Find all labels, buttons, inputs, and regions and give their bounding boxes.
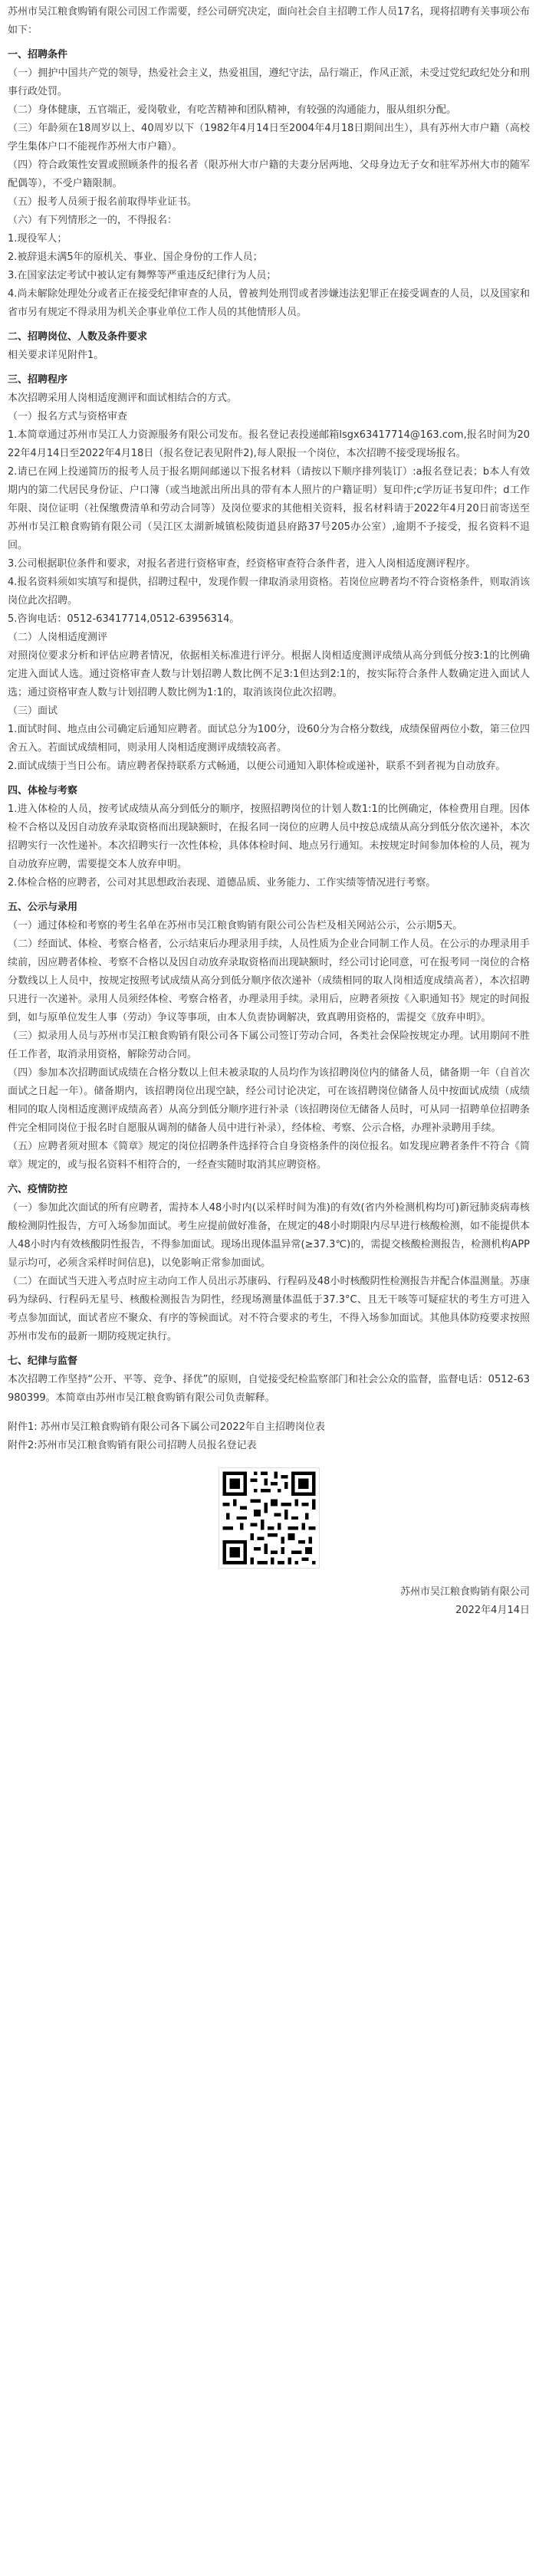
s1-paragraph: （六）有下列情形之一的，不得报名： bbox=[8, 215, 178, 226]
signature-date: 2022年4月14日 bbox=[455, 1605, 530, 1616]
s7-paragraph: 本次招聘工作坚持“公开、平等、竞争、择优”的原则，自觉接受纪检监察部门和社会公众的监督，监督电话：0512-63980399。本简章由苏州市吴江粮食购销有限公司负责解释。 bbox=[8, 1374, 530, 1404]
section-6-title: 六、疫情防控 bbox=[8, 1184, 68, 1195]
attachments bbox=[8, 1418, 530, 1455]
s3-paragraph: 5.咨询电话：0512-63417714,0512-63956314。 bbox=[8, 613, 240, 625]
section-1-title: 一、招聘条件 bbox=[8, 49, 68, 61]
s4-paragraph: 1.进入体检的人员，按考试成绩从高分到低分的顺序，按照招聘岗位的计划人数1:1的比例确定，体检费用自理。因体检不合格以及因自动放弃录取资格而出现缺额时，在报名同一岗位的应聘人员中按总成绩从高分到低分依次递补，本次招聘实行一次性递补。本次招聘实行一次性体检，具体体检时间、地点另行通知。未按规定时间参加体检的人员，视为自动放弃应聘，需要提交本人放弃申明。 bbox=[8, 803, 530, 870]
section-5-title: 五、公示与录用 bbox=[8, 902, 78, 913]
s1-paragraph: （一）拥护中国共产党的领导，热爱社会主义，热爱祖国，遵纪守法，品行端正，作风正派，未受过党纪政纪处分和刑事行政处罚。 bbox=[8, 67, 530, 97]
s6-paragraph: （一）参加此次面试的所有应聘者，需持本人48小时内(以采样时间为准)的有效(省内外检测机构均可)新冠肺炎病毒核酸检测阴性报告，方可入场参加面试。考生应提前做好准备，在规定的48小时期限内尽早进行核酸检测，如不能提供本人48小时内有效核酸阴性报告，不得参加面试。现场出现体温异常(≥37.3℃)的，需提交核酸检测报告，检测机构APP显示均可，必须含采样时间信息)，以免影响正常参加面试。 bbox=[8, 1202, 530, 1269]
s3-paragraph: 1.本简章通过苏州市吴江人力资源服务有限公司发布。报名登记表投递邮箱lsgx63417714@163.com,报名时间为2022年4月14日至2022年4月18日（报名登记表见附件2),每人限报一个岗位，本次招聘不接受现场报名。 bbox=[8, 429, 530, 459]
s4-paragraph: 2.体检合格的应聘者，公司对其思想政治表现、道德品质、业务能力、工作实绩等情况进行考察。 bbox=[8, 877, 436, 889]
s3-paragraph: 本次招聘采用人岗相适度测评和面试相结合的方式。 bbox=[8, 393, 238, 404]
s5-paragraph: （二）经面试、体检、考察合格者，公示结束后办理录用手续，人员性质为企业合同制工作人员。在公示的办理录用手续前，因应聘者体检、考察不合格以及因自动放弃录取资格而出现缺额时，经公司讨论同意，可在报考同一岗位的合格分数线以上人员中，按规定按照考试成绩从高分到低分顺序依次递补（成绩相同的取人岗相适度成绩高者），本次招聘只进行一次递补。录用人员须经体检、考察合格者，办理录用手续。录用后，应聘者须按《入职通知书》规定的时间报到，如与原单位发生人事（劳动）争议等事项，由本人负责协调解决，致真聘用资格的，需提交《放弃申明》。 bbox=[8, 938, 530, 1024]
s3-subheading: （一）报名方式与资格审查 bbox=[8, 411, 128, 422]
signature-org: 苏州市吴江粮食购销有限公司 bbox=[399, 1586, 530, 1598]
s1-paragraph: （五）报考人员须于报名前取得毕业证书。 bbox=[8, 196, 198, 208]
s3-subheading: （三）面试 bbox=[8, 705, 58, 717]
s5-paragraph: （五）应聘者须对照本《简章》规定的岗位招聘条件选择符合自身资格条件的岗位报名。如发现应聘者条件不符合《简章》规定的，或与报名资料不相符合的，一经查实随时取消其应聘资格。 bbox=[8, 1141, 530, 1171]
qr-code-wrapper bbox=[8, 1467, 530, 1576]
s1-paragraph: （三）年龄须在18周岁以上、40周岁以下（1982年4月14日至2004年4月18日期间出生），具有苏州大市户籍（高校学生集体户口不能视作苏州大市户籍）。 bbox=[8, 123, 530, 153]
s3-paragraph: 对照岗位要求分析和评估应聘者情况，依据相关标准进行评分。根据人岗相适度测评成绩从高分到低分按3:1的比例确定进入面试人选。通过资格审查人数与计划招聘人数比例不足3:1但达到2:1的，按实际符合条件人数确定进入面试人选；通过资格审查人数与计划招聘人数比例为1:1的，取消该岗位此次招聘。 bbox=[8, 650, 530, 698]
s3-paragraph: 1.面试时间、地点由公司确定后通知应聘者。面试总分为100分，设60分为合格分数线，成绩保留两位小数，第三位四舍五入。若面试成绩相同，则录用人岗相适度测评成绩较高者。 bbox=[8, 724, 530, 754]
s3-subheading: （二）人岗相适度测评 bbox=[8, 632, 108, 643]
s1-paragraph: （四）符合政策性安置或照顾条件的报名者（限苏州大市户籍的夫妻分居两地、父母身边无子女和驻军苏州大市的随军配偶等），不受户籍限制。 bbox=[8, 159, 530, 189]
s5-paragraph: （三）拟录用人员与苏州市吴江粮食购销有限公司各下属公司签订劳动合同，各类社会保险按规定办理。试用期间不胜任工作者，取消录用资格，解除劳动合同。 bbox=[8, 1030, 530, 1060]
s3-paragraph: 4.报名资料须如实填写和提供，招聘过程中，发现作假一律取消录用资格。若岗位应聘者均不符合资格条件，则取消该岗位此次招聘。 bbox=[8, 577, 530, 606]
s3-paragraph: 2.面试成绩于当日公布。请应聘者保持联系方式畅通，以便公司通知入职体检或递补，联系不到者视为自动放弃。 bbox=[8, 761, 506, 772]
intro-paragraph: 苏州市吴江粮食购销有限公司因工作需要，经公司研究决定，面向社会自主招聘工作人员17名，现将招聘有关事项公布如下： bbox=[8, 6, 530, 36]
section-2-title: 二、招聘岗位、人数及条件要求 bbox=[8, 331, 148, 343]
section-7-title: 七、纪律与监督 bbox=[8, 1355, 78, 1367]
section-3-title: 三、招聘程序 bbox=[8, 374, 68, 386]
s1-paragraph: （二）身体健康，五官端正，爱岗敬业，有吃苦精神和团队精神，有较强的沟通能力，服从组织分配。 bbox=[8, 104, 457, 116]
s5-paragraph: （四）参加本次招聘面试成绩在合格分数以上但未被录取的人员均作为该招聘岗位内的储备人员，储备期一年（自首次面试之日起一年）。储备期内，该招聘岗位出现空缺，经公司讨论决定，可在该招聘岗位储备人员中按面试成绩（成绩相同的取人岗相适度测评成绩高者）从高分到低分顺序进行补录（该招聘岗位无储备人员时，可从同一招聘单位招聘条件完全相同岗位于报名时自愿服从调剂的储备人员中进行补录），经体检、考察、公示合格，办理补录聘用手续。 bbox=[8, 1067, 530, 1134]
qr-code-image bbox=[219, 1467, 320, 1569]
exclusion-item: 2.被辞退未满5年的原机关、事业、国企身份的工作人员； bbox=[8, 251, 263, 263]
s3-paragraph: 3.公司根据职位条件和要求，对报名者进行资格审查，经资格审查符合条件者，进入人岗相适度测评程序。 bbox=[8, 558, 476, 570]
attachment-1-link[interactable]: 附件1: 苏州市吴江粮食购销有限公司各下属公司2022年自主招聘岗位表 bbox=[8, 1421, 325, 1433]
s3-paragraph: 2.请已在网上投递简历的报考人员于报名期间邮递以下报名材料（请按以下顺序排列装订）:a报名登记表；b本人有效期内的第二代居民身份证、户口簿（或当地派出所出具的带有本人照片的户籍证明）复印件;c学历证书复印件；d工作年限、岗位证明（社保缴费清单和劳动合同等）及岗位要求的其他相关资料，报名材料请于2022年4月20日前寄送至苏州市吴江粮食购销有限公司（吴江区太湖新城镇松陵街道县府路37号205办公室）,逾期不予接受，报名资料不退回。 bbox=[8, 466, 530, 551]
s6-paragraph: （二）在面试当天进入考点时应主动向工作人员出示苏康码、行程码及48小时核酸阴性检测报告并配合体温测量。苏康码为绿码、行程码无星号、核酸检测报告为阴性，经现场测量体温低于37.3°C、且无干咳等可疑症状的考生方可进入考点参加面试，面试者应不聚众、有序的等候面试。对不符合要求的考生，不得入场参加面试。其他具体防疫要求按照苏州市发布的最新一期防疫规定执行。 bbox=[8, 1276, 530, 1342]
s2-paragraph: 相关要求详见附件1。 bbox=[8, 350, 104, 361]
section-4-title: 四、体检与考察 bbox=[8, 785, 78, 797]
signature-block bbox=[8, 1583, 530, 1620]
s5-paragraph: （一）通过体检和考察的考生名单在苏州市吴江粮食购销有限公司公告栏及相关网站公示，公示期5天。 bbox=[8, 920, 463, 932]
exclusion-item: 4.尚未解除处理处分或者正在接受纪律审查的人员，曾被判处刑罚或者涉嫌违法犯罪正在接受调查的人员，以及国家和省市另有规定不得录用为机关企事业单位工作人员的其他情形人员。 bbox=[8, 288, 530, 318]
exclusion-item: 1.现役军人； bbox=[8, 233, 67, 245]
attachment-2-link[interactable]: 附件2:苏州市吴江粮食购销有限公司招聘人员报名登记表 bbox=[8, 1440, 257, 1451]
exclusion-item: 3.在国家法定考试中被认定有舞弊等严重违反纪律行为人员； bbox=[8, 270, 277, 281]
